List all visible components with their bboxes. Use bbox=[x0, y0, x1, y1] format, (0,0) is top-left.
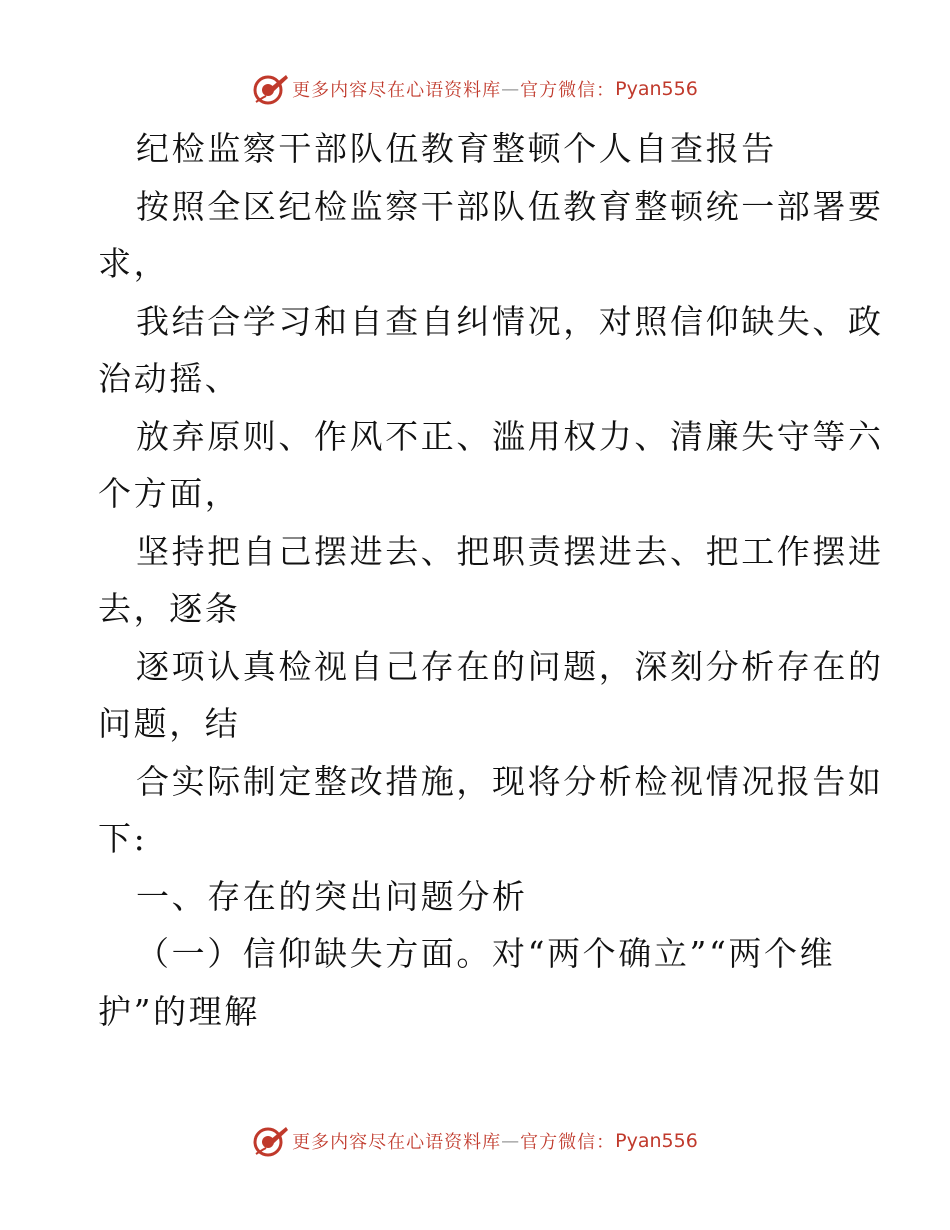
text-line: 去，逐条 bbox=[98, 589, 241, 628]
watermark-contact-id: Pyan556 bbox=[615, 1130, 698, 1152]
text-line: 个方面， bbox=[98, 474, 241, 513]
text-line: 合实际制定整改措施，现将分析检视情况报告如 bbox=[136, 761, 884, 801]
text-line: 求， bbox=[98, 244, 170, 283]
text-line: 护”的理解 bbox=[98, 991, 260, 1031]
text-line: 问题，结 bbox=[98, 704, 241, 743]
watermark-footer bbox=[0, 1124, 950, 1158]
text-line: 逐项认真检视自己存在的问题，深刻分析存在的 bbox=[136, 646, 884, 686]
text-line: 按照全区纪检监察干部队伍教育整顿统一部署要 bbox=[136, 186, 884, 226]
watermark-header bbox=[0, 72, 950, 106]
text-line: 治动摇、 bbox=[98, 359, 241, 398]
pen-logo-icon bbox=[252, 1124, 290, 1158]
watermark-contact-id: Pyan556 bbox=[615, 78, 698, 100]
document-title: 纪检监察干部队伍教育整顿个人自查报告 bbox=[136, 129, 777, 168]
watermark-separator: — bbox=[501, 78, 521, 100]
watermark-contact-label: 官方微信： bbox=[520, 1132, 616, 1153]
text-line: 下: bbox=[98, 819, 148, 858]
watermark-contact-label: 官方微信： bbox=[520, 80, 616, 101]
pen-logo-icon bbox=[252, 72, 290, 106]
text-line: 一、存在的突出问题分析 bbox=[136, 876, 528, 916]
watermark-text: 更多内容尽在心语资料库 bbox=[292, 80, 502, 101]
document-body bbox=[98, 120, 884, 1040]
text-line: （一）信仰缺失方面。对“两个确立”“两个维 bbox=[136, 934, 836, 973]
watermark-separator: — bbox=[501, 1130, 521, 1152]
watermark-text: 更多内容尽在心语资料库 bbox=[292, 1132, 502, 1153]
text-line: 放弃原则、作风不正、滥用权力、清廉失守等六 bbox=[136, 416, 884, 456]
text-line: 我结合学习和自查自纠情况，对照信仰缺失、政 bbox=[136, 301, 884, 341]
paragraph-lines bbox=[98, 178, 884, 1041]
text-line: 坚持把自己摆进去、把职责摆进去、把工作摆进 bbox=[136, 531, 884, 571]
